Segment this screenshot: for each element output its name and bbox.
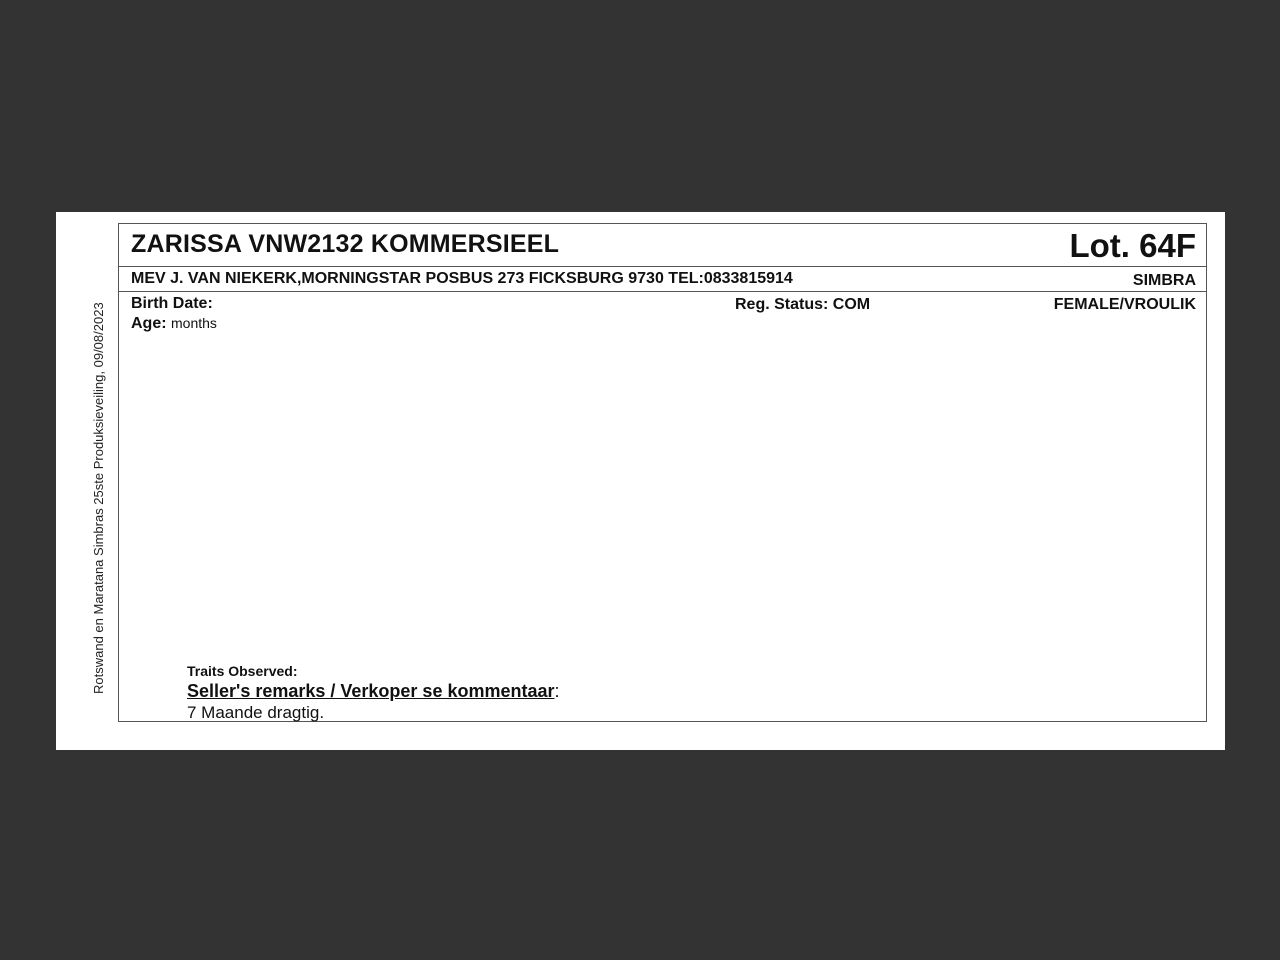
lot-number: Lot. 64F [1069,227,1196,264]
remarks-text: 7 Maande dragtig. [187,703,325,722]
remarks-label: Seller's remarks / Verkoper se kommentaar [187,681,555,701]
owner-details: MEV J. VAN NIEKERK,MORNINGSTAR POSBUS 273 FICKSBURG 9730 TEL:0833815914 [131,270,793,287]
remarks-colon: : [554,681,560,701]
age-value: months [171,315,217,331]
sex: FEMALE/VROULIK [1053,296,1196,313]
animal-name: ZARISSA VNW2132 KOMMERSIEEL [131,230,560,258]
age-line [131,315,217,333]
lot-card [118,223,1207,722]
traits-observed-label: Traits Observed: [187,663,298,679]
birth-date-label: Birth Date: [131,295,213,312]
title-row [119,224,1206,267]
breed: SIMBRA [1132,272,1196,289]
side-caption: Rotswand en Maratana Simbras 25ste Produksieveiling, 09/08/2023 [91,302,106,694]
reg-status: Reg. Status: COM [735,296,871,313]
age-label: Age: [131,315,167,332]
remarks-heading [187,681,560,702]
owner-row [119,267,1206,292]
